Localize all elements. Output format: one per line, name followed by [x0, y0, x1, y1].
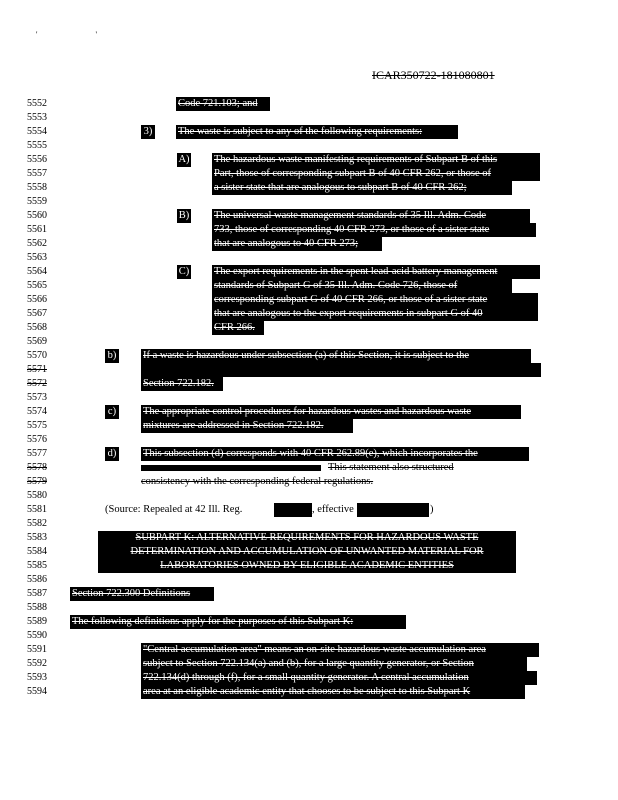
- line-number: 5558: [27, 182, 47, 193]
- line-number: 5580: [27, 490, 47, 501]
- line-number: 5592: [27, 658, 47, 669]
- line-number: 5576: [27, 434, 47, 445]
- line-number: 5575: [27, 420, 47, 431]
- item-c-mark: c): [105, 405, 119, 419]
- line-number: 5570: [27, 350, 47, 361]
- line-5552-text: Code 721.103; and: [176, 97, 270, 111]
- item-A-line-2: Part, those of corresponding subpart B of 40 CFR 262, or those of: [212, 167, 540, 181]
- item-b-mark: b): [105, 349, 119, 363]
- item-A-line-1: The hazardous waste manifesting requirements of Subpart B of this: [212, 153, 540, 167]
- line-number: 5572: [27, 378, 47, 389]
- line-number: 5593: [27, 672, 47, 683]
- item-C-line-4: that are analogous to the export requirements in subpart G of 40: [212, 307, 538, 321]
- item-C-mark: C): [178, 266, 190, 277]
- source-note-redacted-1: [274, 503, 312, 517]
- item-c-line-1: The appropriate control procedures for hazardous wastes and hazardous waste: [141, 405, 521, 419]
- line-number: 5564: [27, 266, 47, 277]
- line-number: 5568: [27, 322, 47, 333]
- document-id: ICAR350722-181080801: [372, 68, 495, 82]
- line-number: 5567: [27, 308, 47, 319]
- source-note-redacted-2: [357, 503, 429, 517]
- subpart-heading-line-1: SUBPART K: ALTERNATIVE REQUIREMENTS FOR HAZARDOUS WASTE: [98, 531, 516, 545]
- line-number: 5590: [27, 630, 47, 641]
- line-number: 5586: [27, 574, 47, 585]
- item-d-line-2-smudge: [141, 465, 321, 471]
- line-number: 5557: [27, 168, 47, 179]
- line-number: 5553: [27, 112, 47, 123]
- line-number: 5560: [27, 210, 47, 221]
- definition-line-1: "Central accumulation area" means an on-site hazardous waste accumulation area: [141, 643, 539, 657]
- item-b-line-1: If a waste is hazardous under subsection (a) of this Section, it is subject to the: [141, 349, 531, 363]
- item-d-line-1: This subsection (d) corresponds with 40 CFR 262.89(e), which incorporates the: [141, 447, 529, 461]
- definition-line-2: subject to Section 722.134(a) and (b), for a large quantity generator, or Section: [141, 657, 527, 671]
- line-number: 5578: [27, 462, 47, 473]
- item-d-line-3: consistency with the corresponding federal regulations.: [141, 476, 374, 487]
- definition-line-4: area at an eligible academic entity that chooses to be subject to this Subpart K: [141, 685, 525, 699]
- line-number: 5555: [27, 140, 47, 151]
- line-number: 5588: [27, 602, 47, 613]
- line-number: 5566: [27, 294, 47, 305]
- line-number: 5591: [27, 644, 47, 655]
- line-number: 5565: [27, 280, 47, 291]
- item-C-line-2: standards of Subpart G of 35 Ill. Adm. Code 726, those of: [212, 279, 512, 293]
- subpart-heading-line-2: DETERMINATION AND ACCUMULATION OF UNWANTED MATERIAL FOR: [98, 545, 516, 559]
- definition-line-3: 722.134(d) through (f), for a small quantity generator. A central accumulation: [141, 671, 537, 685]
- item-d-line-2-tail: This statement also structured: [328, 462, 454, 473]
- item-c-line-2: mixtures are addressed in Section 722.182.: [141, 419, 353, 433]
- item-b-line-3: Section 722.182.: [141, 377, 223, 391]
- line-number: 5571: [27, 364, 47, 375]
- item-C-line-1: The export requirements in the spent lead-acid battery management: [212, 265, 540, 279]
- source-note-mid: , effective: [312, 504, 354, 515]
- source-note-prefix: (Source: Repealed at 42 Ill. Reg.: [105, 504, 243, 515]
- line-number: 5569: [27, 336, 47, 347]
- intro-sentence: The following definitions apply for the purposes of this Subpart K:: [70, 615, 406, 629]
- line-number: 5582: [27, 518, 47, 529]
- line-number: 5581: [27, 504, 47, 515]
- line-number: 5585: [27, 560, 47, 571]
- section-heading: Section 722.300 Definitions: [70, 587, 214, 601]
- item-A-line-3: a sister state that are analogous to subpart B of 40 CFR 262;: [212, 181, 512, 195]
- line-number: 5594: [27, 686, 47, 697]
- subpart-heading-line-3: LABORATORIES OWNED BY ELIGIBLE ACADEMIC ENTITIES: [98, 559, 516, 573]
- item-B-line-1: The universal waste management standards of 35 Ill. Adm. Code: [212, 209, 530, 223]
- line-number: 5561: [27, 224, 47, 235]
- item-3-text: The waste is subject to any of the following requirements:: [176, 125, 458, 139]
- line-number: 5587: [27, 588, 47, 599]
- line-number: 5574: [27, 406, 47, 417]
- item-b-line-2-redacted: [141, 363, 541, 377]
- line-number: 5552: [27, 98, 47, 109]
- source-note-suffix: ): [430, 504, 434, 515]
- item-C-line-5: CFR 266.: [212, 321, 264, 335]
- line-number: 5579: [27, 476, 47, 487]
- line-number: 5584: [27, 546, 47, 557]
- line-number: 5562: [27, 238, 47, 249]
- line-number: 5559: [27, 196, 47, 207]
- line-number: 5554: [27, 126, 47, 137]
- item-3-mark: 3): [141, 125, 155, 139]
- scan-specks: ' ': [36, 30, 125, 39]
- item-C-line-3: corresponding subpart G of 40 CFR 266, or those of a sister state: [212, 293, 538, 307]
- line-number: 5583: [27, 532, 47, 543]
- item-B-line-2: 733, those of corresponding 40 CFR 273, or those of a sister state: [212, 223, 536, 237]
- line-number: 5573: [27, 392, 47, 403]
- line-number: 5563: [27, 252, 47, 263]
- line-number: 5577: [27, 448, 47, 459]
- item-B-line-3: that are analogous to 40 CFR 273;: [212, 237, 382, 251]
- item-B-mark: B): [178, 210, 190, 221]
- line-number: 5589: [27, 616, 47, 627]
- line-number: 5556: [27, 154, 47, 165]
- item-A-mark: A): [178, 154, 190, 165]
- item-d-mark: d): [105, 447, 119, 461]
